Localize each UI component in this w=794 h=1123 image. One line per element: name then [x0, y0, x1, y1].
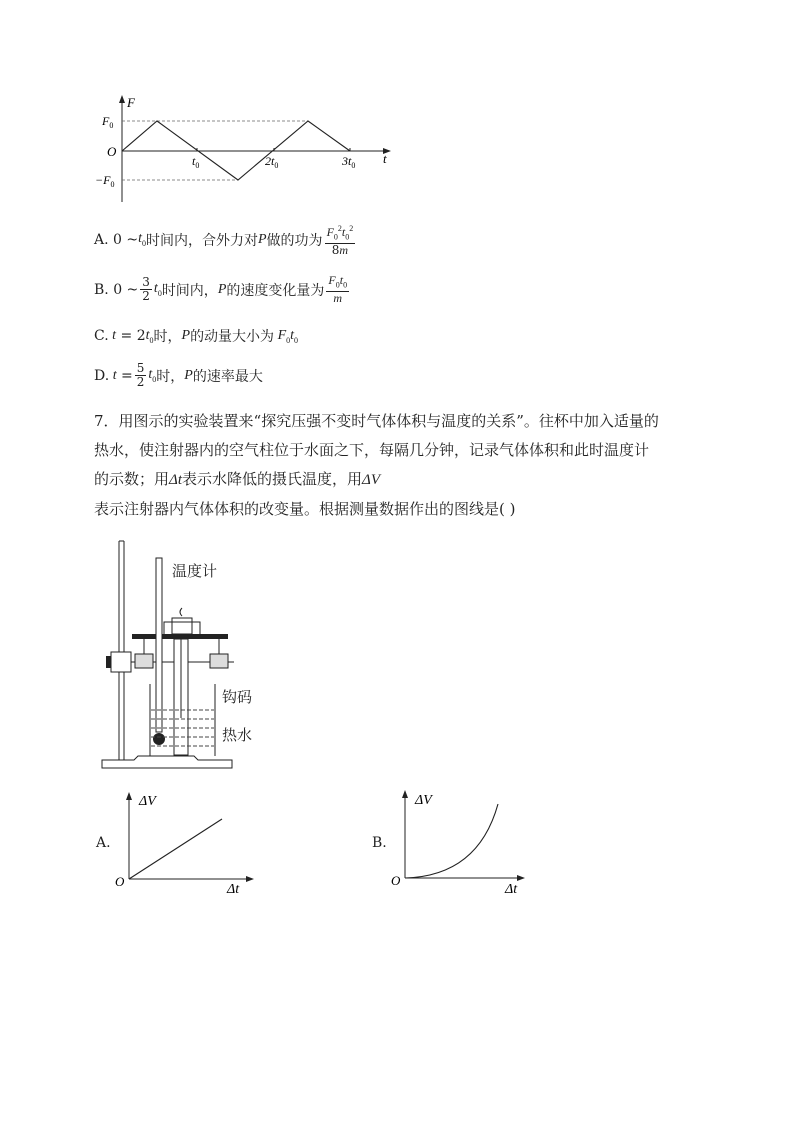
- graph-origin-label: O: [107, 144, 117, 159]
- label-weight: 钩码: [222, 688, 253, 706]
- question-7: [94, 407, 704, 524]
- option-a-fraction: $\frac{F_0^2t_0^2}{8m}$: [326, 224, 354, 258]
- option-b-prefix: B. 0 ~: [94, 281, 139, 298]
- option-c-p: P: [181, 328, 191, 343]
- answer-b-label[interactable]: B.: [372, 835, 387, 851]
- option-d-p: P: [184, 367, 193, 383]
- option-c-prefix: C.: [94, 328, 109, 344]
- graph-y-tick-minus-f0: $-F_0$: [95, 173, 115, 189]
- q7-line-1: 7．用图示的实验装置来“探究压强不变时气体体积与温度的关系”。往杯中加入适量的: [94, 412, 659, 430]
- answer-a-y-label: ΔV: [139, 794, 156, 809]
- graph-x-tick-2t0: $2t_0$: [265, 154, 279, 170]
- answer-b-y-label: ΔV: [415, 793, 432, 808]
- option-d-text: 时，: [156, 368, 185, 385]
- q7-line-3: 的示数；用Δt表示水降低的摄氏温度，用ΔV: [94, 470, 380, 488]
- option-b-fraction: $\frac{F_0t_0}{m}$: [328, 273, 348, 306]
- answer-a-origin: O: [115, 874, 125, 889]
- graph-x-tick-t0: $t_0$: [192, 154, 200, 170]
- answer-b-x-label: Δt: [505, 882, 518, 896]
- answer-a-x-label: Δt: [227, 882, 240, 896]
- q7-line-4: 表示注射器内气体体积的改变量。根据测量数据作出的图线是( ): [94, 500, 516, 518]
- option-a-p: P: [258, 231, 267, 247]
- graph-x-tick-3t0: $3t_0$: [342, 154, 356, 170]
- option-a-prefix: A. 0 ~: [94, 231, 139, 248]
- q7-line-2: 热水，使注射器内的空气柱位于水面之下，每隔几分钟，记录气体体积和此时温度计: [94, 441, 650, 459]
- label-thermometer: 温度计: [172, 562, 218, 580]
- q6-option-b[interactable]: B. 0 ~ $\frac{3}{2}$ $t_0$ 时间内， P 的速度变化量为 $\frac{F_0t_0}{m}$: [94, 273, 348, 306]
- answer-graph-a[interactable]: [112, 788, 257, 896]
- answer-graph-b[interactable]: [388, 786, 533, 896]
- option-d-prefix: D.: [94, 367, 110, 384]
- option-b-p: P: [217, 281, 227, 297]
- option-b-text2: 的速度变化量为: [226, 282, 325, 299]
- answer-a-label[interactable]: A.: [96, 835, 111, 851]
- option-d-text2: 的速率最大: [192, 368, 263, 385]
- option-a-text: 时间内，合外力对: [146, 232, 258, 249]
- q6-option-a[interactable]: A. 0 ~ $t_0$ 时间内，合外力对 P 做的功为 $\frac{F_0^2t_0^2}{8m}$: [94, 224, 354, 258]
- option-b-text: 时间内，: [161, 282, 218, 299]
- q6-option-d[interactable]: D. t = $\frac{5}{2}$ $t_0$ 时， P 的速率最大: [94, 361, 263, 389]
- option-c-text2: 的动量大小为: [190, 329, 275, 345]
- graph-y-axis-label: F: [127, 95, 135, 110]
- answer-b-origin: O: [391, 873, 401, 888]
- label-hot-water: 热水: [222, 726, 253, 744]
- q6-option-c[interactable]: C. t = 2 $t_0$ 时， P 的动量大小为 $F_0t_0$: [94, 327, 299, 345]
- force-time-graph: [92, 92, 402, 207]
- option-c-text: 时，: [153, 329, 182, 345]
- graph-x-axis-label: t: [383, 151, 387, 166]
- option-a-text2: 做的功为: [266, 232, 323, 249]
- graph-y-tick-f0: $F_0$: [102, 114, 114, 130]
